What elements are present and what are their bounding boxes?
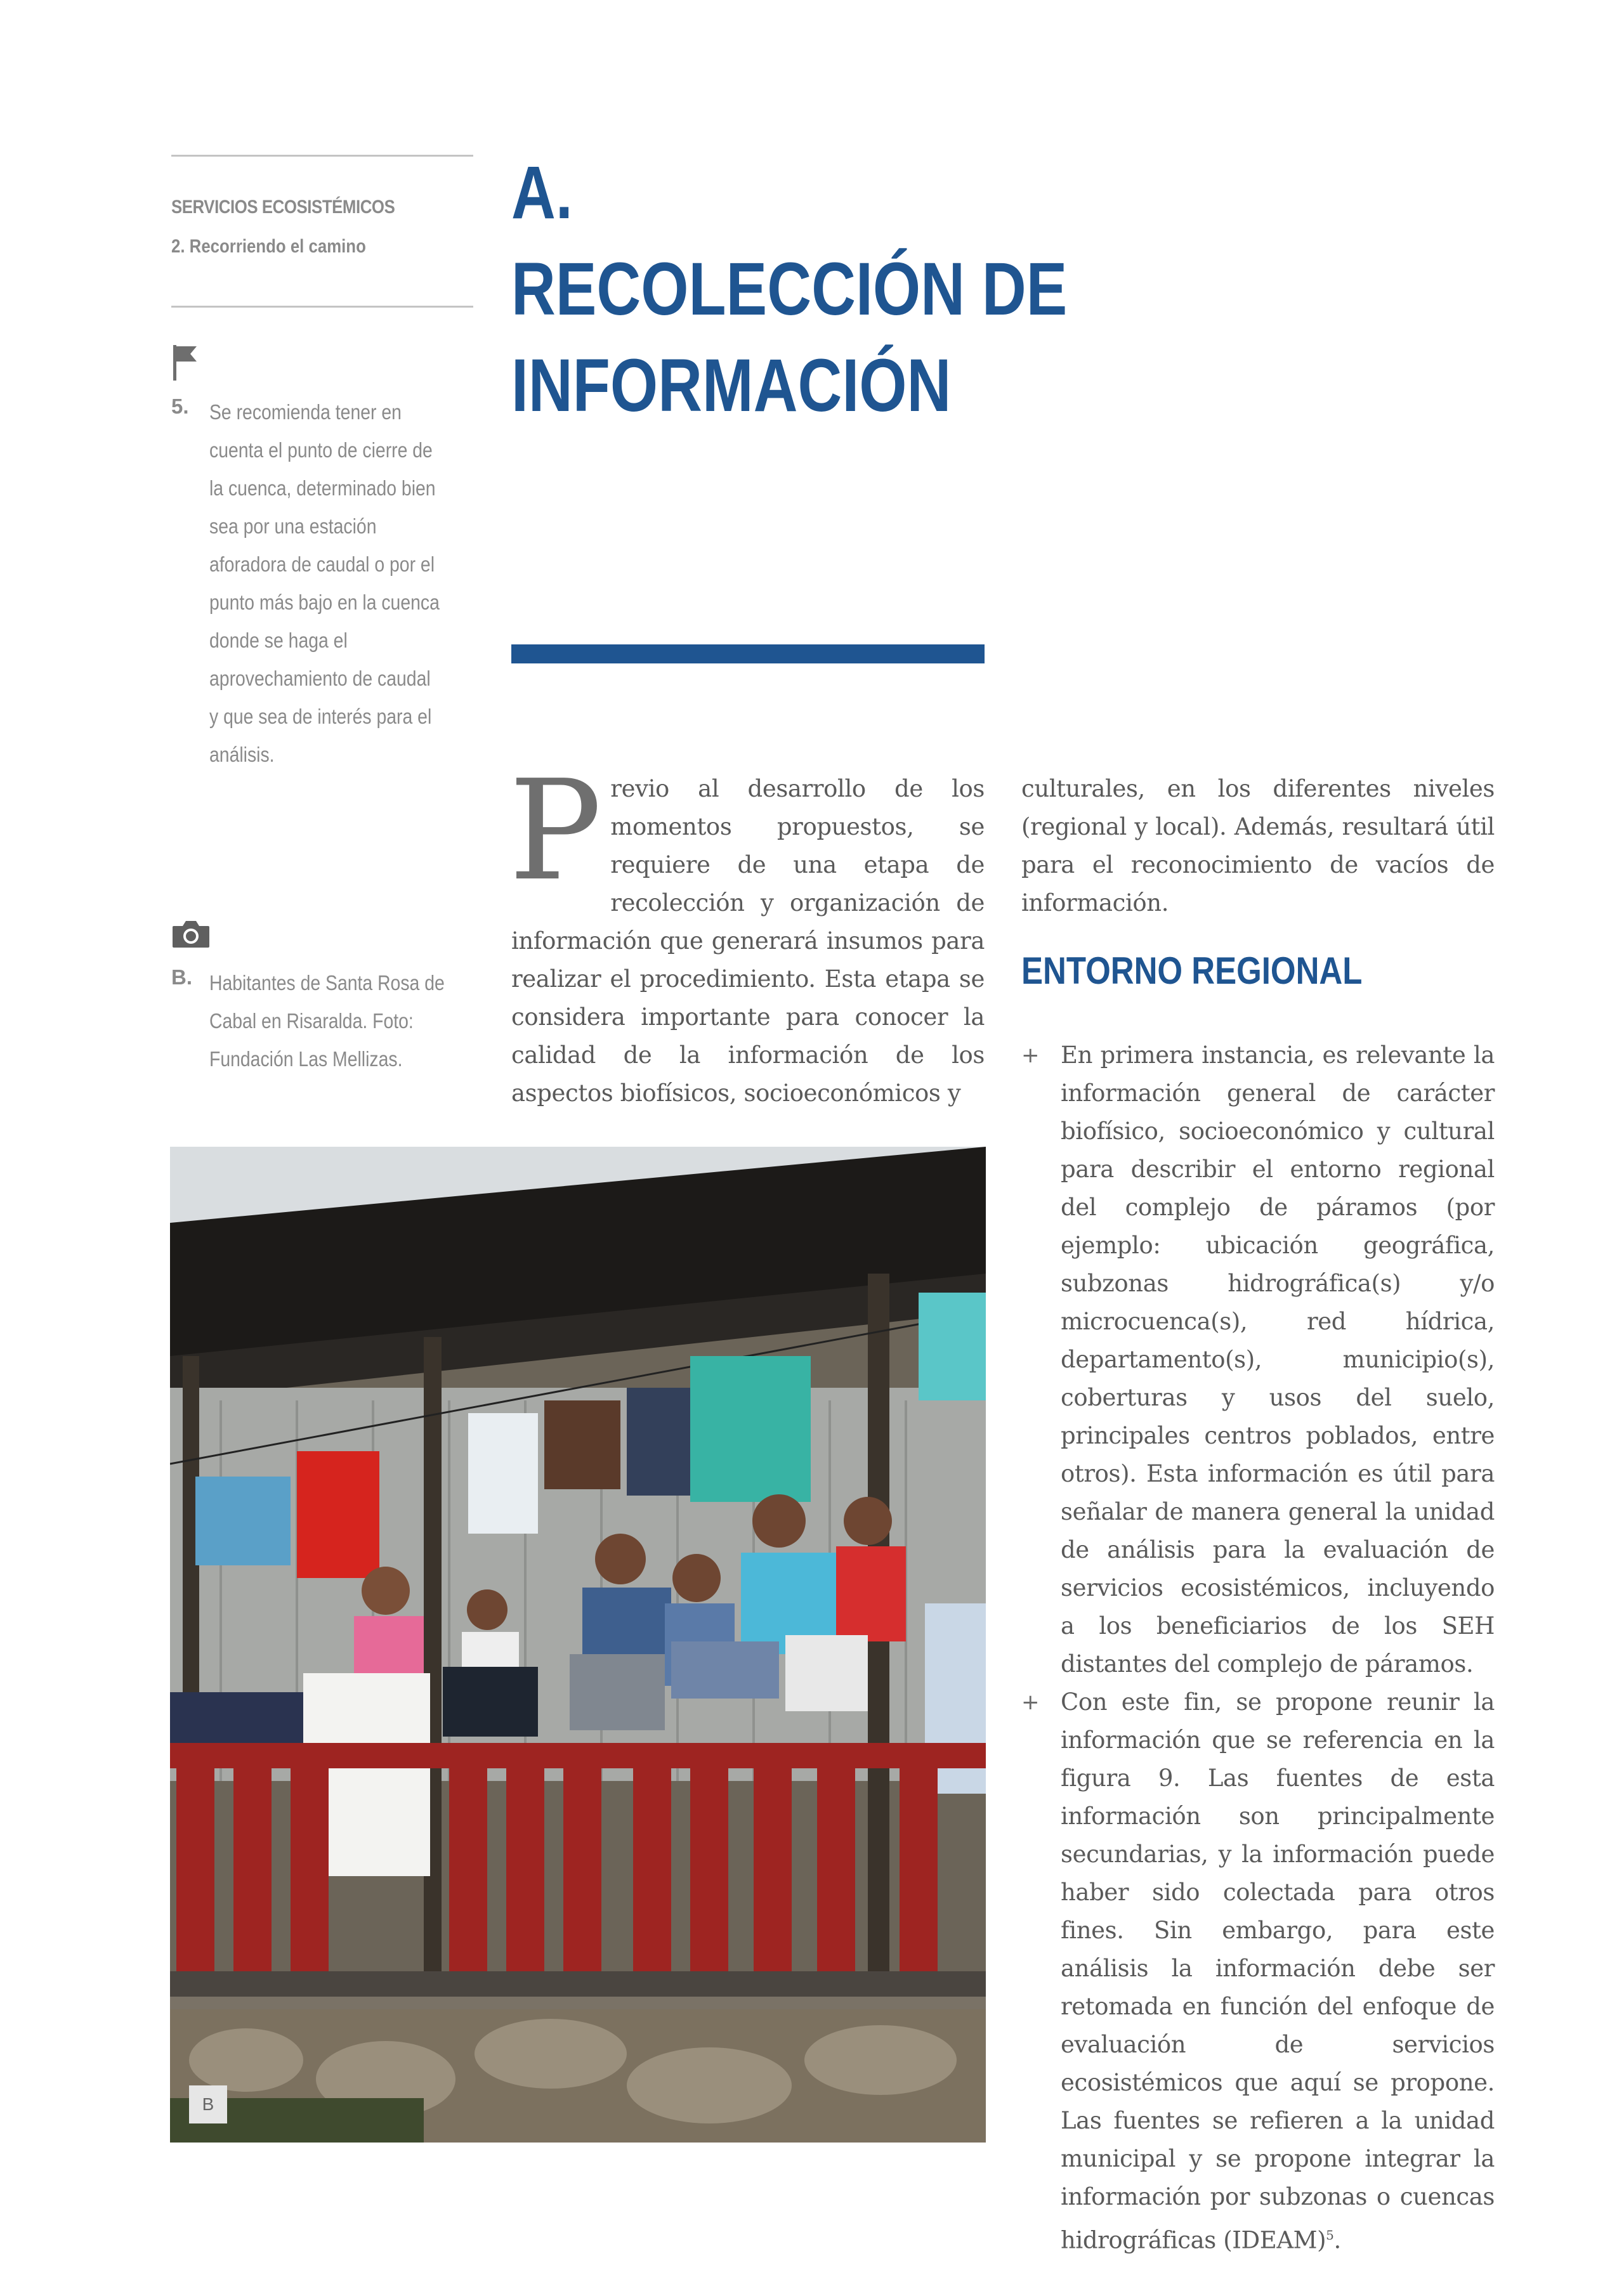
footnote-ref: 5 (1326, 2228, 1334, 2243)
sidebar-top-rule (171, 155, 473, 157)
intro-paragraph (509, 751, 985, 1112)
sidebar-bottom-rule (171, 306, 473, 308)
bullet-marker: + (1021, 1690, 1040, 1715)
page-title (511, 145, 1068, 434)
title-line-1: A. (511, 151, 573, 235)
bullet-list (1021, 1036, 1495, 2259)
intro-continuation: culturales, en los diferentes niveles (regional y local). Además, resultará útil para el reconocimiento de vacíos de información. (1021, 775, 1495, 916)
flag-icon (171, 344, 199, 382)
photo-label: B (189, 2085, 227, 2123)
intro-text: revio al desarrollo de los momentos propuestos, se requiere de una etapa de recolección y organización de información que generará insumos para realizar el procedimiento. Esta etapa se considera importante para conocer la calidad de la información de los aspectos biofísicos, socioeconómicos y (511, 775, 985, 1107)
title-line-2: RECOLECCIÓN DE (511, 247, 1068, 331)
bullet-marker: + (1021, 1043, 1040, 1068)
photo-caption: Habitantes de Santa Rosa de Cabal en Risaralda. Foto: Fundación Las Mellizas. (209, 971, 445, 1071)
title-line-3: INFORMACIÓN (511, 344, 952, 427)
list-item: + Con este fin, se propone reunir la información que se referencia en la figura 9. Las fuentes de esta información son principalmente secundarias, y la información puede haber sido colectada para otros fines. Sin embargo, para este análisis la información debe ser retomada en función del enfoque de evaluación de servicios ecosistémicos que aquí se propone. Las fuentes se refieren a la unidad municipal y se propone integrar la información por subzonas o cuencas hidrográficas (IDEAM)$^5$. (1021, 1683, 1495, 2259)
camera-icon (171, 918, 211, 949)
photo-illustration (170, 1147, 986, 2143)
photo (170, 1147, 986, 2143)
caption-letter: B. (171, 965, 192, 989)
accent-bar (511, 644, 985, 663)
drop-cap: P (509, 751, 602, 911)
section-subtitle: 2. Recorriendo el camino (171, 236, 366, 257)
bullet-text: En primera instancia, es relevante la información general de carácter biofísico, socioeconómico y cultural para describir el entorno regional del complejo de páramos (por ejemplo: ubicación geográfica, subzonas hidrográfica(s) y/o microcuenca(s), red hídrica, departamento(s), municipio(s), coberturas y usos del suelo, principales centros poblados, entre otros). Esta información es útil para señalar de manera general la unidad de análisis para la evaluación de servicios ecosistémicos, incluyendo a los beneficiarios de los SEH distantes del complejo de páramos. (1061, 1041, 1495, 1678)
bullet-text: Con este fin, se propone reunir la información que se referencia en la figura 9. Las fuentes de esta información son principalmente secundarias, y la información puede haber sido colectada para otros fines. Sin embargo, para este análisis la información debe ser retomada en función del enfoque de evaluación de servicios ecosistémicos que aquí se propone. Las fuentes se refieren a la unidad municipal y se propone integrar la información por subzonas o cuencas hidrográficas (IDEAM) (1061, 1688, 1495, 2254)
footnote-text: Se recomienda tener en cuenta el punto de cierre de la cuenca, determinado bien sea por una estación aforadora de caudal o por el punto más bajo en la cuenca donde se haga el aprovechamiento de caudal y que sea de interés para el análisis. (209, 400, 440, 766)
subsection-title: ENTORNO REGIONAL (1021, 949, 1363, 992)
list-item (1021, 1036, 1495, 1683)
note-number: 5. (171, 395, 189, 418)
section-title: SERVICIOS ECOSISTÉMICOS (171, 197, 395, 218)
